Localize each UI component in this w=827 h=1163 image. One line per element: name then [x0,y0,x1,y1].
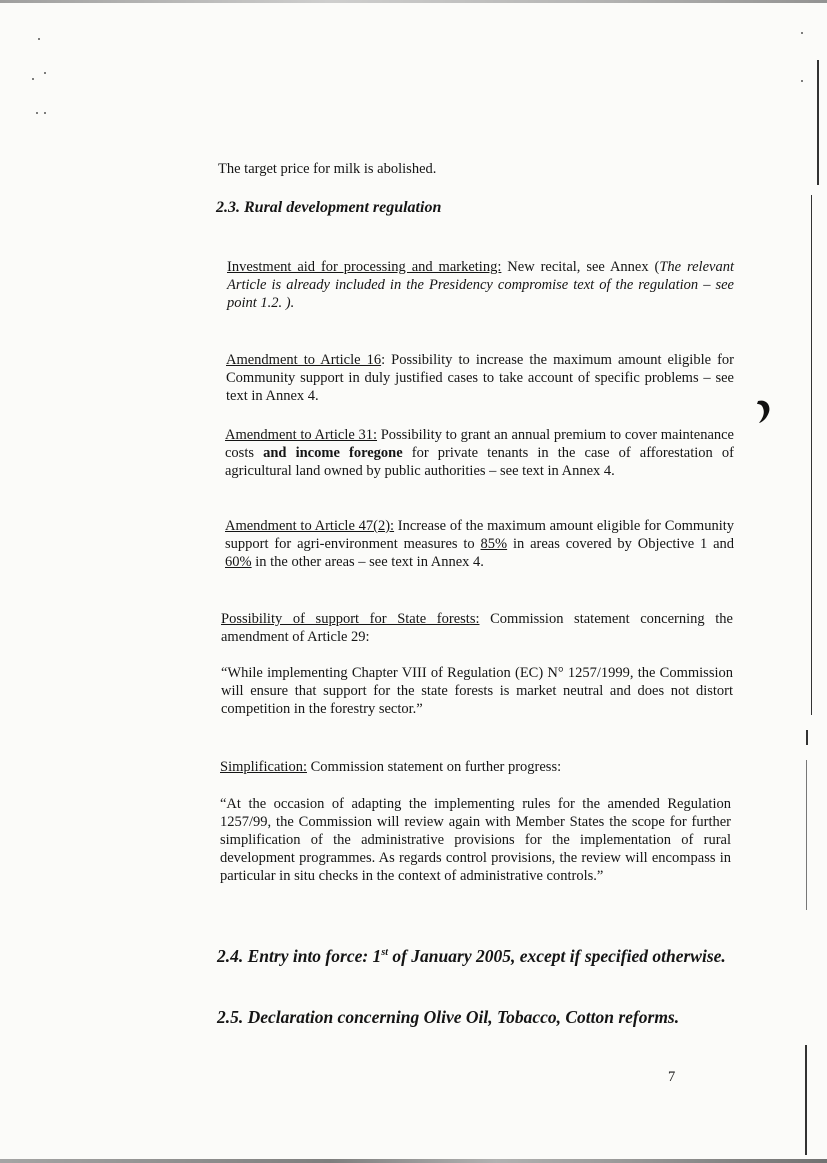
article-47-paragraph [225,517,734,571]
article-16-paragraph [226,351,734,405]
scan-edge-bottom [0,1159,827,1163]
scan-margin-line [811,195,812,715]
article-47-text-b: in areas covered by Objective 1 and [507,536,735,552]
section-2-4-post: of January 2005, except if specified otherwise. [387,945,726,966]
binder-hole-mark [754,398,772,424]
intro-text: The target price for milk is abolished. [218,161,437,177]
article-47-pct-60: 60% [225,554,252,570]
scan-speck [38,38,40,40]
state-forests-quote: “While implementing Chapter VIII of Regulation (EC) N° 1257/1999, the Commission will ensure that support for the state forests is market neutral and does not distort competition in the forestry sector.” [221,665,733,717]
scan-speck [801,32,803,34]
scan-margin-line [817,60,819,185]
article-31-bold: and income foregone [263,445,403,461]
state-forests-label: Possibility of support for State forests: [221,611,480,627]
article-16-text: : Possibility to increase the maximum amount eligible for Community support in duly justified cases to take account of specific problems – see text in Annex 4. [226,352,734,404]
state-forests-text: Commission statement concerning the amendment of Article 29: [221,611,733,645]
article-31-label: Amendment to Article 31: [225,427,378,443]
simplification-quote: “At the occasion of adapting the implementing rules for the amended Regulation 1257/99, the Commission will review again with Member States the scope for further simplification of the administrative provisions for the implementation of rural development programmes. As regards control provisions, the review will encompass in particular in situ checks in the context of administrative controls.” [220,796,731,884]
section-2-4-heading [217,942,731,967]
section-2-3-heading: 2.3. Rural development regulation [216,199,442,216]
investment-text: New recital, see Annex ( [501,259,660,275]
investment-italic: The relevant Article is already included in the Presidency compromise text of the regulation – see point 1.2. ). [227,259,734,311]
scan-speck [32,78,34,80]
article-16-label: Amendment to Article 16 [226,352,382,368]
simplification-text: Commission statement on further progress: [307,759,562,775]
article-47-text-a: Increase of the maximum amount eligible for Community support for agri-environment measures to [225,518,734,552]
article-47-label: Amendment to Article 47(2): [225,518,395,534]
scan-speck [44,72,46,74]
article-47-text-c: in the other areas – see text in Annex 4. [251,554,484,570]
article-31-paragraph [225,426,734,480]
section-2-4-pre: 2.4. Entry into force: 1 [217,945,382,966]
article-31-text-b: for private tenants in the case of afforestation of agricultural land owned by public authorities – see text in Annex 4. [225,445,734,479]
scan-margin-line [805,1045,807,1155]
investment-label: Investment aid for processing and marketing: [227,259,502,275]
article-47-pct-85: 85% [480,536,508,552]
simplification-paragraph [220,758,732,776]
investment-paragraph [227,258,734,312]
scan-margin-line [806,730,808,745]
state-forests-paragraph [221,610,733,646]
simplification-label: Simplification: [220,759,307,775]
scan-speck [36,112,38,114]
section-2-4-sup: st [381,947,388,958]
section-2-5-heading: 2.5. Declaration concerning Olive Oil, Tobacco, Cotton reforms. [217,1007,680,1027]
scan-speck [44,112,46,114]
article-31-text-a: Possibility to grant an annual premium to cover maintenance costs [225,427,734,461]
scan-edge-top [0,0,827,3]
page-number: 7 [668,1069,676,1085]
scan-margin-line [806,760,807,910]
scan-speck [801,80,803,82]
